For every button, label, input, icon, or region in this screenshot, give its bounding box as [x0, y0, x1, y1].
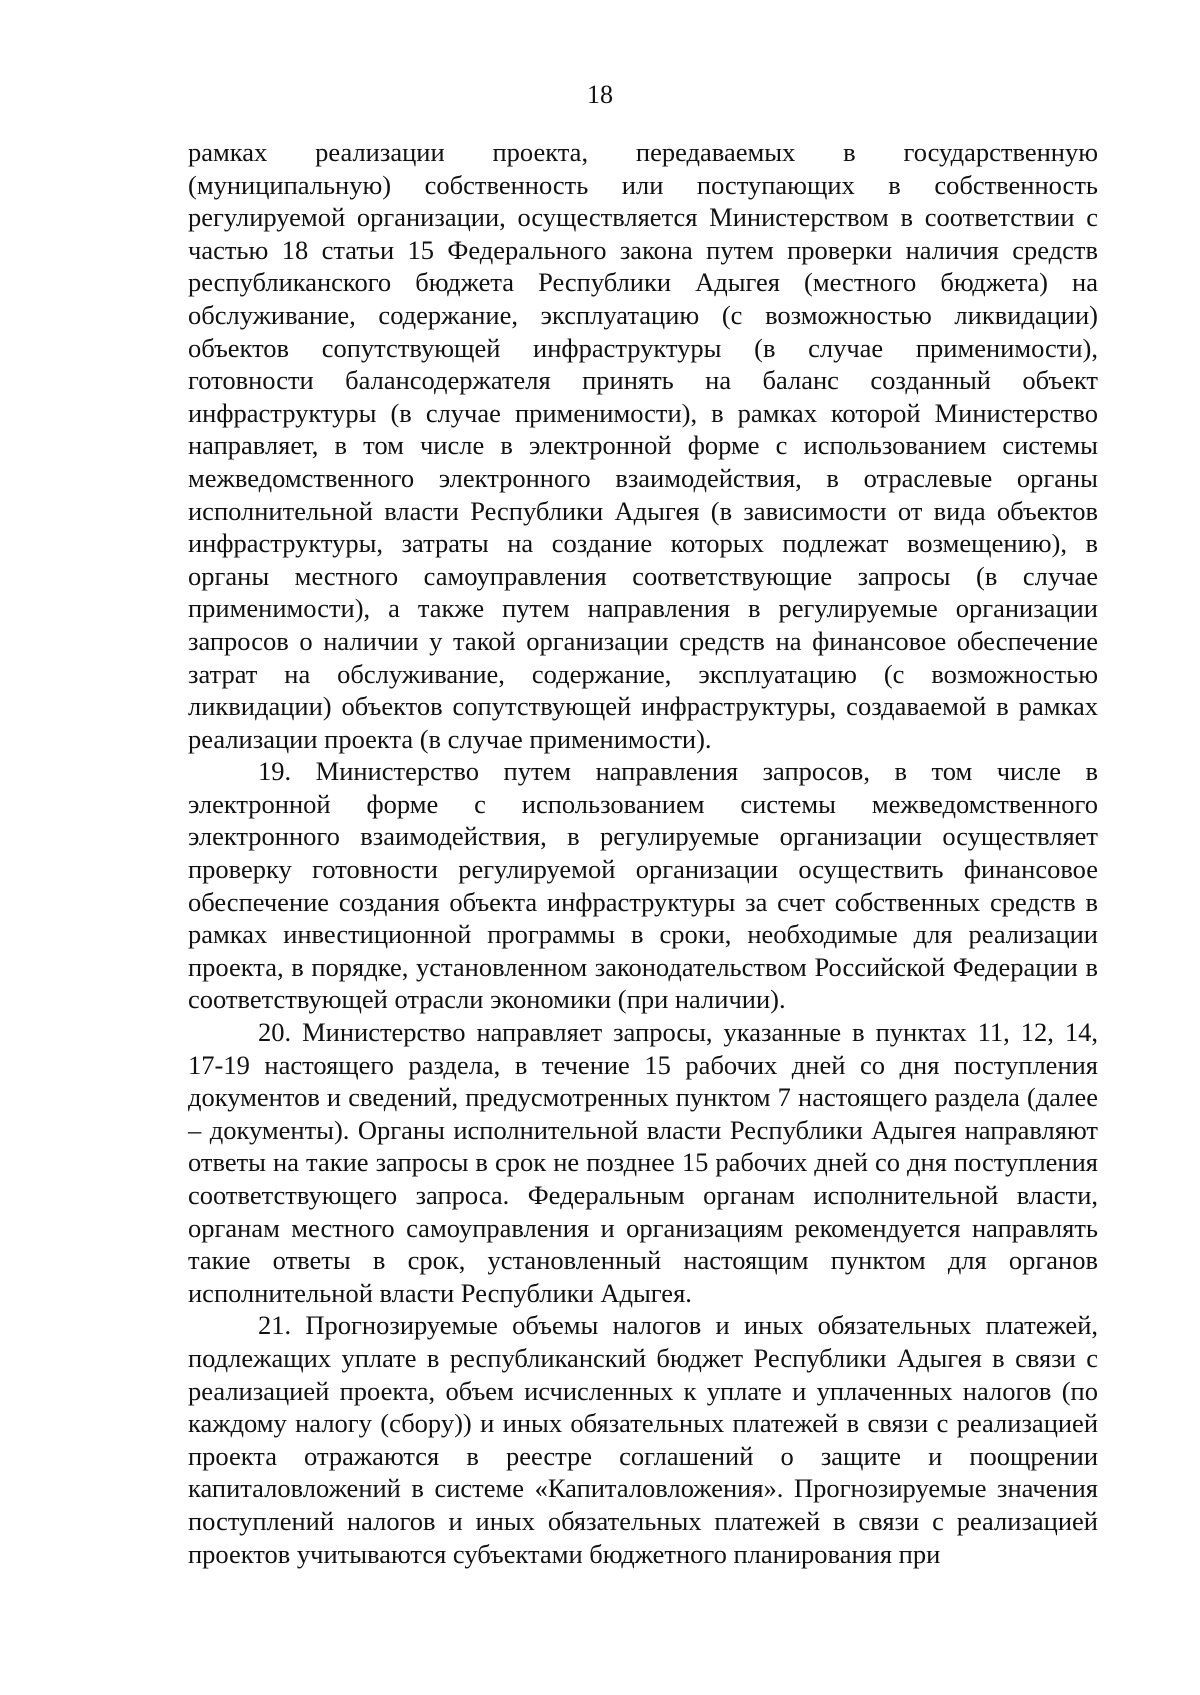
- paragraph-item-20: 20. Министерство направляет запросы, указанные в пунктах 11, 12, 14, 17-19 настоящего раздела, в течение 15 рабочих дней со дня поступления документов и сведений, предусмотренных пунктом 7 настоящего раздела (далее – документы). Органы исполнительной власти Республики Адыгея направляют ответы на такие запросы в срок не позднее 15 рабочих дней со дня поступления соответствующего запроса. Федеральным органам исполнительной власти, органам местного самоуправления и организациям рекомендуется направлять такие ответы в срок, установленный настоящим пунктом для органов исполнительной власти Республики Адыгея.: [188, 1017, 1098, 1308]
- paragraph-item-19: 19. Министерство путем направления запросов, в том числе в электронной форме с использованием системы межведомственного электронного взаимодействия, в регулируемые организации осуществляет проверку готовности регулируемой организации осуществить финансовое обеспечение создания объекта инфраструктуры за счет собственных средств в рамках инвестиционной программы в сроки, необходимые для реализации проекта, в порядке, установленном законодательством Российской Федерации в соответствующей отрасли экономики (при наличии).: [188, 756, 1098, 1015]
- paragraph-continuation: рамках реализации проекта, передаваемых в государственную (муниципальную) собственность или поступающих в собственность регулируемой организации, осуществляется Министерством в соответствии с частью 18 статьи 15 Федерального закона путем проверки наличия средств республиканского бюджета Республики Адыгея (местного бюджета) на обслуживание, содержание, эксплуатацию (с возможностью ликвидации) объектов сопутствующей инфраструктуры (в случае применимости), готовности балансодержателя принять на баланс созданный объект инфраструктуры (в случае применимости), в рамках которой Министерство направляет, в том числе в электронной форме с использованием системы межведомственного электронного взаимодействия, в отраслевые органы исполнительной власти Республики Адыгея (в зависимости от вида объектов инфраструктуры, затраты на создание которых подлежат возмещению), в органы местного самоуправления соответствующие запросы (в случае применимости), а также путем направления в регулируемые организации запросов о наличии у такой организации средств на финансовое обеспечение затрат на обслуживание, содержание, эксплуатацию (с возможностью ликвидации) объектов сопутствующей инфраструктуры, создаваемой в рамках реализации проекта (в случае применимости).: [188, 137, 1098, 754]
- paragraph-item-21: 21. Прогнозируемые объемы налогов и иных обязательных платежей, подлежащих уплате в республиканский бюджет Республики Адыгея в связи с реализацией проекта, объем исчисленных к уплате и уплаченных налогов (по каждому налогу (сбору)) и иных обязательных платежей в связи с реализацией проекта отражаются в реестре соглашений о защите и поощрении капиталовложений в системе «Капиталовложения». Прогнозируемые значения поступлений налогов и иных обязательных платежей в связи с реализацией проектов учитываются субъектами бюджетного планирования при: [188, 1310, 1098, 1569]
- document-body: [188, 136, 1098, 1570]
- page-number: 18: [587, 80, 613, 109]
